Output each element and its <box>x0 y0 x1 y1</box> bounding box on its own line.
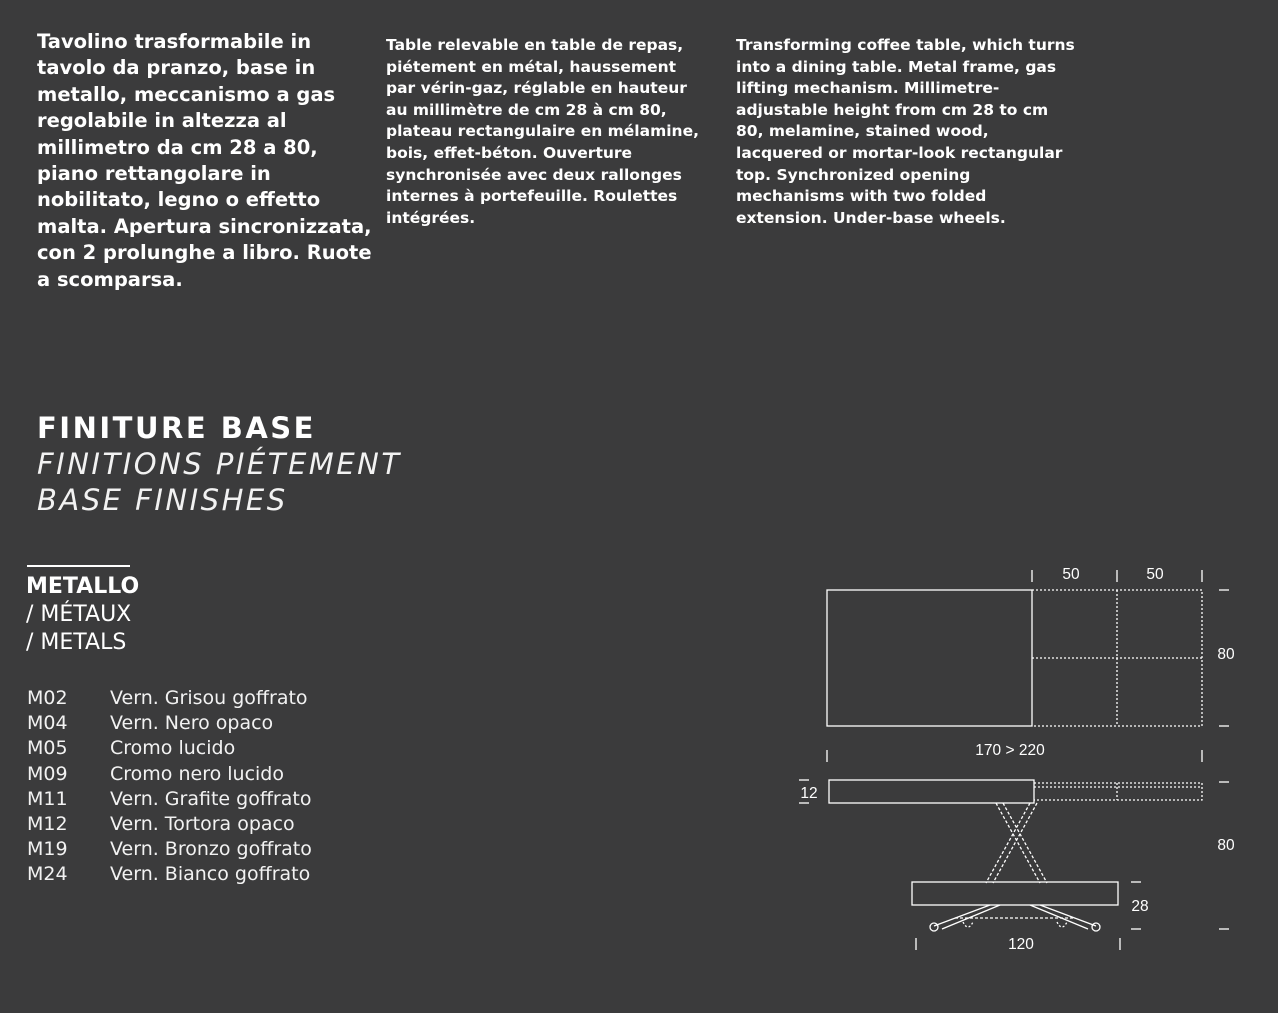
tabletop-outline <box>827 590 1032 726</box>
finish-code: M19 <box>27 838 68 861</box>
dim-base-width: 120 <box>1008 936 1034 953</box>
raised-top-outline <box>829 780 1034 803</box>
finish-code: M11 <box>27 787 68 810</box>
finish-name: Vern. Bronzo goffrato <box>110 838 312 861</box>
finish-name: Vern. Nero opaco <box>110 712 274 735</box>
raised-extensions-outline <box>1034 783 1202 800</box>
wheel <box>930 923 938 931</box>
finish-item <box>27 812 312 837</box>
metals-heading-english: / METALS <box>26 630 127 655</box>
description-french: Table relevable en table de repas, piétement en métal, haussement par vérin-gaz, réglable en hauteur au millimètre de cm 28 à cm 80, plateau rectangulaire en mélamine, bois, effet-béton. Ouverture synchronisée avec deux rallonges internes à portefeuille. Roulettes intégrées. <box>386 36 699 227</box>
dim-extension-2: 50 <box>1146 566 1164 583</box>
dimension-ticks-side <box>799 780 1229 950</box>
finish-code: M02 <box>27 687 68 709</box>
finish-code: M24 <box>27 863 68 886</box>
dim-extension-1: 50 <box>1062 566 1080 583</box>
description-english: Transforming coffee table, which turns into a dining table. Metal frame, gas lifting mechanism. Millimetre-adjustable height from cm 28 to cm 80, melamine, stained wood, lacquered or mortar-look rectangular top. Synchronized opening mechanisms with two folded extension. Under-base wheels. <box>736 36 1075 227</box>
table-dimension-diagram <box>790 560 1250 960</box>
finish-item <box>27 686 312 711</box>
wheel <box>1092 923 1100 931</box>
finish-item <box>27 762 312 787</box>
finish-name: Cromo lucido <box>110 737 236 760</box>
finish-code: M09 <box>27 762 68 785</box>
finish-code: M05 <box>27 737 68 760</box>
description-italian: Tavolino trasformabile in tavolo da pranzo, base in metallo, meccanismo a gas regolabile in altezza al millimetro da cm 28 a 80, piano rettangolare in nobilitato, legno o effetto malta. Apertura sincronizzata, con 2 prolunghe a libro. Ruote a scomparsa. <box>37 30 372 291</box>
finish-item <box>27 711 312 736</box>
finish-name: Cromo nero lucido <box>110 762 284 785</box>
top-view-drawing <box>827 570 1229 762</box>
finishes-title-italian: FINITURE BASE <box>37 411 316 445</box>
base-outline <box>912 882 1118 905</box>
side-view-drawing <box>799 780 1229 950</box>
finishes-title-french: FINITIONS PIÉTEMENT <box>37 447 402 481</box>
dim-top-thickness: 12 <box>800 785 818 802</box>
finish-item <box>27 787 312 812</box>
finishes-title-english: BASE FINISHES <box>37 483 288 517</box>
dim-max-height: 80 <box>1217 837 1235 854</box>
finish-item <box>27 837 312 862</box>
finish-list <box>27 686 312 888</box>
metals-heading-italian: METALLO <box>26 574 140 599</box>
dimension-ticks-top <box>827 570 1229 762</box>
finish-code: M04 <box>27 712 68 735</box>
base-legs <box>930 905 1100 931</box>
finish-name: Vern. Grafite goffrato <box>110 787 312 810</box>
finish-name: Vern. Tortora opaco <box>110 812 295 835</box>
dim-depth: 80 <box>1217 646 1235 663</box>
finish-name: Vern. Bianco goffrato <box>110 863 311 886</box>
metals-heading-french: / MÉTAUX <box>26 602 132 627</box>
finish-name: Vern. Grisou goffrato <box>110 687 308 709</box>
extensions-outline <box>1032 590 1202 726</box>
dimension-labels <box>800 566 1235 953</box>
dim-min-height: 28 <box>1131 898 1149 915</box>
dim-length: 170 > 220 <box>975 742 1045 759</box>
finish-item <box>27 862 312 887</box>
finish-item <box>27 736 312 761</box>
lifting-mechanism <box>986 803 1047 883</box>
finish-code: M12 <box>27 812 68 835</box>
section-divider <box>27 565 130 567</box>
